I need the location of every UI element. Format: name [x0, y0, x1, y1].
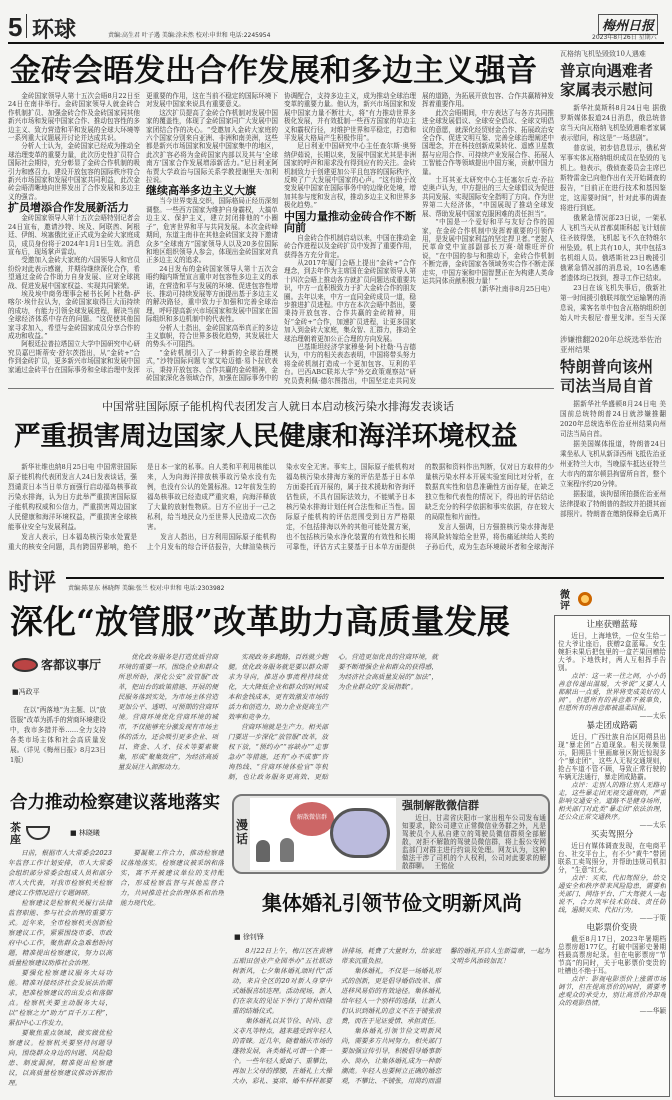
paragraph: 近日有媒体调查发现，在电商平台、社交平台上，有不少“黄牛”带团联系工卖驾照分，并帮助违规司机扣分，“生意”红火。: [558, 842, 666, 874]
title: 客都议事厅: [41, 658, 102, 672]
paragraph: 检察建议是检察机关履行法律监督职能、参与社会治理的重要方式。近年来，全市检察机关创新检察建议工作，紧紧围绕市委、市政府中心工作，聚焦群众急难愁盼问题，精准提出检察建议，努力以高质量检察建议助推社会治理。: [8, 899, 112, 967]
header-rule: [8, 42, 664, 44]
paragraph: 8月22日上午，梅江区在黄塘五眼田创业产业园举办“五社联动树新风，七夕集体婚礼颂时代”活动，来自全区的20对新人身穿中式婚服喜结连理。活动现场，新人们在亲友的见证下举行了简朴而隆重的结婚仪式。: [232, 947, 332, 1015]
article-reform-body: [118, 652, 548, 782]
article-nuclear-body: [8, 462, 554, 556]
paragraph: 新华社维也纳8月25日电 中国常驻国际原子能机构代表团发言人24日发表谈话，强烈谴责日本当日单方面强行启动福岛核事故污染水排海，认为日方此举严重损害国际原子能机构权威和公信力，严重损害周边国家人民健康和海洋环境权益，严重损害全球核能事业安全与发展利益。: [8, 463, 137, 531]
paragraph: 优化政务服务是打造优质营商环境的重要一环。围绕企业和群众所思所盼，深化公安“放管服”改革，把出台的政策措施、开展的便民服务落到实处，为市场主体营造更加公平、透明、可预期的营商环境。营商环境优化营商环境的城市，不仅能够充分激发现有市场主体的活力，还会吸引更多企业、项目、资金、人才、技术等要素聚集，形成“聚集效应”，为经济高质量发展注入源源动力。: [118, 653, 218, 771]
paragraph: 尼日利亚中国研究中心主任查尔斯·奥努纳伊茹说，长期以来，发展中国家尤其是非洲国家的呼声和需求没有得到应有的关注。金砖机制致力于创建更加公平且包容的国际秩序，反映了广大发展中国家的心声。“这有助于改变发展中国家在国际事务中的边缘化处境，增加其参与度和发言权，推动多边主义和世界多极化趋势。”: [284, 142, 416, 210]
cartoon-author: 王铭俭: [434, 862, 455, 870]
divider: [26, 14, 27, 38]
cartoon-caption: [402, 814, 546, 870]
paragraph: 自金砖合作机制启动以来，中国在推动金砖合作进程以及金砖扩员中发挥了重要作用，获得各方充分肯定。: [284, 233, 416, 259]
paragraph: 普京说，初步信息显示，俄私营军事实体瓦格纳组织成员在坠毁的飞机上。他表示，俄侦查委员会主席巴斯特雷金已向他作出有关开始调查的报告，“目前正在进行技术和基因鉴定，这需要时间”，针对此事的调查将进行到底。: [560, 144, 666, 212]
paragraph: 在以“两落地”为主题、以“放管服”改革为抓手的营商环境建设中，我市多措并举……全力支持各类市场主体和社会高质量发展。（详见《梅州日报》8月23日1版）: [10, 706, 106, 764]
cartoon-image: [250, 798, 396, 870]
paragraph: 俄紧急情况部23日说，一架私人飞机当天从首都莫斯科起飞计划前往圣彼得堡，飞机起飞不久在特维尔州坠毁。机上共有10人，其中包括3名机组人员。俄塔斯社23日晚援引俄紧急情况部的消息说，10名遇难者遗体均已找到，搜寻工作已结束。: [560, 214, 666, 282]
paragraph: 日前，根据市人大常委会2023年监督工作计划安排，市人大常委会组织部分常委会组成人员和部分市人大代表，对我市检察机关检察建议工作情况进行专题调研。: [8, 849, 112, 897]
paragraph: 金砖国家领导人第十五次会晤特别记者会24日宣布，邀请沙特、埃及、阿联酋、阿根廷、伊朗、埃塞俄比亚正式成为金砖大家庭成员，成员身份将于2024年1月1日生效。消息宣布后，现场掌声雷动。: [8, 214, 140, 256]
weiping-item: [558, 721, 666, 829]
kicker-nuclear: 中国常驻国际原子能机构代表团发言人就日本启动核污染水排海发表谈话: [102, 400, 454, 413]
author: ■ 林晓曦: [70, 829, 100, 837]
editor-credits: 责编:陈显东 林晓辉 美编:张兰 校对:申世和 电话:2303982: [68, 585, 225, 592]
paragraph: 近日，广西壮族自治区阳朔县出现“暴走团”占道现象。相关视频显示，阳朔县十里画廊景区附近惊现多个“暴走团”，这些人无视交通规则，抢占车道不管不顾，导致正常行驶的车辆无法通行，暴走团成路霸。: [558, 733, 666, 781]
headline-procuratorial: 合力推动检察建议落地落实: [10, 793, 220, 813]
paragraph: 受邀加入金砖大家庭的六国领导人和官员纷纷对此表示感谢，并期待继续深化合作，希望通过金砖合作助力自身发展、应对全球挑战、促进发展中国家权益、实现共同繁荣。: [8, 256, 140, 290]
kicker: 瓦格纳飞机坠毁致10人遇难: [560, 50, 646, 58]
column-logo: 茶座: [10, 821, 21, 846]
author: ■冯政平: [12, 688, 40, 696]
paragraph: 据报道，该拘留所拍摄佐治亚州法律提取了特朗普的指纹并拍摄其面部照片。特朗普在缴纳保释金后离开: [560, 490, 666, 518]
paragraph: 截至8月17日，2023年暑期档总票房超177亿，打破中国影史暑期档最高票房纪录。但在电影票房“节节高”的同时，关于电影票价变贵的吐槽也不绝于耳。: [558, 935, 666, 975]
paragraph: 据美国媒体报道，特朗普24日乘坐私人飞机从新泽西州飞抵佐治亚州亚特兰大市，当晚原车抵达亚特兰大市内的富尔顿县拘留所自首，整个立案程序约20分钟。: [560, 440, 666, 488]
paragraph: 点评：这一来一往之间，小小的善意传递出温暖，大爷说“又要人人都献出一点爱，世界将变成美好的人间”。但愿所有的善意都不被辜负，但愿所有的善意都被温柔回报。: [558, 672, 666, 712]
article-reform-lead: [10, 705, 106, 783]
paragraph: 据新华社华盛顿8月24日电 美国前总统特朗普24日就涉嫌推翻2020年总统选举佐治亚州结果向州司法当局自首。: [560, 400, 666, 438]
paragraph: 新华社莫斯科8月24日电 据俄罗斯媒体报道24日消息，俄总统普京当天向瓦格纳飞机坠毁遇难者家属表示慰问，称这是“一场悲剧”。: [560, 104, 666, 142]
paragraph: 这次扩员提高了金砖合作机制对发展中国家的覆盖性，体现了金砖国家同广大发展中国家团结合作的决心。“受邀加入金砖大家庭的六个国家分别来自亚洲、非洲和南美洲，这些都是新兴市场国家和发展中国家集中的地区，此次扩容必将为金砖国家内部以及其与‘全球南方’国家合作发展增添新活力。”尼日利亚阿布贾大学政治与国际关系学教授谢里夫·加利拉说。: [146, 108, 278, 185]
paragraph: 当今世界变乱交织，国际格局正经历深刻调整。一些西方国家为维护自身霸权，大搞单边主义、保护主义，建立封闭排他的“小圈子”，危害世界和平与共同发展。本次金砖峰期间，东道主南非在其他金砖国家支持下邀请众多“全球南方”国家领导人以及20多位国际和地区组织领导人参会，体现出金砖国家对真正多边主义的追求。: [146, 197, 278, 265]
cartoon-label: 漫话: [236, 818, 249, 846]
paragraph: 土耳其亚太研究中心主任塞尔丘克·乔拉克奥卢认为，中方提出的三大全球倡议为促进共同发展、实现国际安全指明了方向。作为世界第二大经济体，“中国展现了推动全球发展、帮助发展中国家克服困难的责任担当”。: [422, 176, 554, 218]
headline-putin: 普京向遇难者家属表示慰问: [560, 61, 654, 99]
paragraph: 从2017年厦门会晤上提出“金砖+”合作理念，到去年作为主席国在金砖国家领导人第十四次会晤上推动各方就扩员问题达成重要共识，中方一直积极致力于扩大金砖合作的朋友圈。去年以来，中方一直同金砖成员一道，稳步推进扩员进程。中方在本次会晤中指出，要秉持开放包容、合作共赢的金砖精神，用好“金砖+”合作，加速扩员进程，让更多国家加入到金砖大家庭，集众智、汇群力，推动全球治理朝着更加公正合理的方向发展。: [284, 258, 416, 343]
paragraph: 点评：影视电影票价上涨需市场调节，但在提高票价的同时，需要考虑观众的承受力，别让高票价冷却观众的观影热情。: [558, 975, 666, 1007]
article-wedding-body: [232, 946, 550, 1094]
author: ■ 徐钊锋: [234, 933, 264, 941]
bowl-icon: [12, 658, 38, 672]
paragraph: 要凝聚工作合力，推动检察建议落地落实。检察建议被采纳和落实，离不开被建议单位的支持配合，形成检察监督与其他监督合力，共同推进社会治理体系和治理能力现代化。: [120, 849, 224, 907]
person-icon: [280, 838, 294, 862]
subheading: 继续高举多边主义大旗: [146, 184, 256, 198]
subheading: 扩员增添合作发展新活力: [8, 201, 129, 215]
paragraph: 营商环境就是生产力。相关部门要进一步深化“放管服”改革，放权下放，“预约办”“容缺办”“走事急办”等措施，还有“办不成事”咨询热线、“营商环境体验官”等机制，也让政务服务更高效、更贴心。营造更加优良的营商环境，就要不断增强企业和群众的获得感，为经济社会高质量发展的“加法”，为企业群众的“发展指数”。: [228, 653, 438, 781]
section-rule: [8, 388, 554, 389]
article-brics-body: [8, 92, 554, 385]
paragraph: 23日在该飞机失事后，俄新社第一时间援引俄联邦航空运输署的消息说，乘客名单中包含瓦格纳组织创始人叶夫根尼·普里戈津。至当天深: [560, 284, 666, 322]
balloon: 解散微信群: [290, 802, 334, 836]
paragraph: 集体婚礼，不仅是一场婚礼形式的创新，更是倡导婚俗改革、推进移风易俗的有效途径。集体婚礼给年轻人一个别样的选择，让新人们认识到婚礼的意义不在于铺张浪费，而在于见证爱情、承担责任。: [341, 967, 441, 1025]
headline-brics: 金砖会晤发出合作发展和多边主义强音: [10, 53, 537, 89]
headline-trump: 特朗普向该州司法当局自首: [560, 357, 654, 395]
editor-credits: 责编:高生君 叶子遇 美编:涂未然 校对:申世和 电话:2245954: [108, 32, 271, 39]
section-title-commentary: 时评: [8, 569, 56, 596]
paragraph: ——太乐: [639, 712, 666, 720]
paragraph: （新华社南非8月25日电）: [475, 285, 554, 294]
weiping-item: [558, 923, 666, 1015]
cartoon-title: 强制解散微信群: [402, 799, 479, 812]
kicker: 涉嫌推翻2020年总统选举佐治亚州结果: [560, 335, 662, 354]
paragraph: 集体婚礼以其节俭、时尚、意义非凡等特点，越来越受到年轻人的青睐。近几年，随着婚庆市场的蓬勃发展，各类婚礼可谓一个赛一个。一些年轻人爱面子、重攀比，再加上父母的撑腰，在婚礼上大操大办，彩礼、宴席、婚车样样都要讲排场，耗费了大量财力，给家庭带来沉重负担。: [232, 947, 441, 1085]
title: 暴走团成路霸: [586, 721, 638, 731]
newspaper-logo: 梅州日报: [598, 14, 658, 35]
person-icon: [256, 840, 270, 862]
caption-text: 近日，甘肃省庆阳市一家出租车公司发布通知要求，除公司建立正常微信业务群之外，凡是驾驶员个人私自建立的驾驶员微信群须全部解散，对拒不解散的驾驶员微信群，将上报公安网监部门对群主进行约谈及处理。网友认为，这种做法干涉了司机的个人权利，公司对此要求的解散群聊。: [402, 814, 546, 870]
paragraph: 近日，上海地铁，一位女生给一位大爷让座后，获赠2盒蓝莓。女生婉拒未果后把包里的一盒芒果回赠给大爷。下地铁时，两人互相挥手告别。: [558, 632, 666, 672]
article-procuratorial-body: [8, 848, 224, 1094]
teacup-icon: [26, 826, 50, 840]
paragraph: 点评：走别人的路让别人无路可走，这些暴走团无视交通规则，严重影响交通安全。道路不是健身场所，相关部门对此类“暴走团”依法治理，还公众正常交通秩序。: [558, 781, 666, 821]
phone-mouth-icon: [330, 808, 390, 858]
paragraph: 集体婚礼引领节俭文明新风尚，需要多方共同努力。相关部门要加强宣传引导，积极倡导婚事新办、简办，让集体婚礼成为一种新潮流。年轻人也要树立正确的婚恋观，不攀比、不铺张，用简约而温馨的婚礼开启人生新篇章，一起为文明乡风添砖加瓦！: [341, 947, 550, 1085]
issue-date: 2023年8月26日 星期六: [592, 34, 657, 41]
paragraph: 要强化检察建议服务大局功能。精准对接经济社会发展法治需求，把准检察建议的出发点和落脚点。检察机关要主动服务大局，以“检察之力”助力“百千万工程”，紧扣中心工作发力。: [8, 969, 112, 1027]
sidebar-news: [560, 50, 666, 555]
paragraph: ——华颖: [639, 1007, 666, 1015]
page-number: 5: [8, 12, 23, 42]
paragraph: ——太乐: [639, 821, 666, 829]
subheading: 中国力量推动金砖合作不断向前: [284, 209, 416, 234]
paragraph: 点评：买卖、代扣驾照分，给交通安全和秩序带来风险隐患，需要相关部门、网络平台、广大驾驶人一起说不，合力筑牢技术防线、责任防线，遏制买卖、代扣行为。: [558, 874, 666, 914]
paragraph: 分析人士认为，金砖国家已经成为推动全球治理变革的重要力量，此次历史性扩员符合国际社会期待，充分彰显了金砖合作机制的吸引力和感召力。建设开放包容的国际秩序符合新兴市场国家和发展中国家共同利益，此次金砖会晤清晰地向世界发出了合作发展和多边主义的强音。: [8, 142, 140, 201]
weiping-item: [558, 830, 666, 922]
title: 买卖驾照分: [590, 830, 634, 840]
paragraph: “中国是一个爱好和平与友好合作的国家，在金砖合作机制中发挥着重要的引领作用，是发展中国家利益的坚定捍卫者。”老挝人民革命党中宣部副部长万赛·端维旺评价说，“在中国的参与和推动下，金砖合作机制不断完善，金砖国家各领域务实合作不断走深走实，中国方案和中国智慧正在为构建人类命运共同体贡献积极力量！”: [422, 218, 554, 285]
column-logo: [12, 656, 101, 673]
paragraph: 发言人指出，日方利用国际原子能机构上个月发布的综合评估报告，大肆渲染核污染水安全无害。事实上，国际原子能机构对福岛核污染水排海方案的评估是基于日本单方面委托而开展的，属于技术援助和咨询评估性质，不具有国际法效力，不能赋予日本核污染水排海计划任何合法性和正当性。国际原子能机构的评估范围受到日方严格限定，不包括排海以外的其他可能处置方案，也不包括核污染水净化装置的有效性和长期可靠性，评估方式主要基于日本单方面提供的数据和资料作出判断，仅对日方取样的少量核污染水样本开展实验室间比对分析，在数据真实性和信息准确性方面存疑，在缺乏独立性和代表性的情况下，得出的评估结论缺乏充分的科学依据和事实依据，存在较大的局限性和片面性。: [147, 463, 554, 551]
paragraph: 巴基斯坦经济学家穆曼·阿卜杜勒·马吉德认为，中方的相关表态表明，中国将带头努力将金砖机制打造成一个更加包容、互利的平台。巴西ABC联邦大学“外交政策观察站”研究员费利佩·德尔图指出，中国坚定走共同发展的道路，为拓展开放包容、合作共赢精神发挥着重要作用。: [284, 92, 554, 385]
magnifier-icon: [578, 592, 592, 606]
weiping-label: 微评: [560, 590, 570, 612]
paragraph: 此次会晤期间，中方表达了与各方共同推进全球发展倡议、全球安全倡议、全球文明倡议的意愿，就深化经贸财金合作、拓展政治安全合作、促进文明互鉴、完善全球治理阐述中国理念，并在科技创新成果转化、遥感卫星数据与应用合作、可持续产业发展合作、拓展人工智能合作等领域提出中国方案，贡献中国力量。: [422, 108, 554, 176]
weiping-item: [558, 620, 666, 720]
paragraph: 要聚焦重点领域，做实做优检察建议。检察机关要坚持问题导向，围绕群众身边的问题、风险隐患、制度漏洞，精准提出检察建议，以高质量检察建议推动诉源治理。: [8, 1029, 112, 1087]
paragraph: 实现政务多跑路，百姓就少跑腿。优化政务服务就是要以群众需求为导向，推进办事流程持续优化，大大降低企业和群众的时间成本和金钱成本，更有效激发市场的活力和创造力，助力企业提高生产效率和竞争力。: [228, 653, 328, 721]
paragraph: 阿根廷拉普拉塔国立大学中国研究中心研究员嘉巴斯蒂安·舒尔茨指出，从“金砖+”合作到金砖扩员，更多新兴市场国家和发展中国家通过金砖平台在国际事务和全球治理中发挥更重要的作用，这在当前不稳定的国际环境下对发展中国家来说具有重要意义。: [8, 92, 278, 374]
paragraph: 发言人强调，日方强推核污染水排海是将风险转嫁给全世界，将伤痛延续给人类的子孙后代，成为生态环境破坏者和全球海洋: [425, 523, 554, 551]
headline-wedding: 集体婚礼引领节俭文明新风尚: [262, 891, 522, 915]
headline-nuclear: 严重损害周边国家人民健康和海洋环境权益: [14, 421, 518, 452]
paragraph: “金砖机制引入了一种新的全球治理模式，”沙特国际问题专家艾哈迈德·易卜拉欣表示，秉持开放包容、合作共赢的金砖精神，金砖国家深化各领域合作，加强在国际事务中的协调配合，支持多边主义，成为推动全球治理变革的重要力量。他认为，新兴市场国家和发展中国家力量不断壮大，将“有力推动世界多极化发展，并有效抵制一些西方国家的单边主义和霸权行径，对维护世界和平稳定，打造和平发展大格局产生积极作用”。: [146, 92, 416, 382]
weiping-box: [554, 615, 670, 1097]
title: 电影票价变贵: [586, 923, 638, 933]
section-rule: [66, 577, 664, 579]
paragraph: ——于策: [639, 914, 666, 922]
paragraph: 发言人表示，日本福岛核污染水处置是重大的核安全问题，具有跨国界影响，绝不是日本一家的私事。自人类和平利用核能以来，人为向海洋排放核事故污染水没有先例，也没有公认的处置标准。12年前发生的福岛核事故已经造成严重灾难，向海洋释放了大量的放射性物质。日方不应出于一己之私利，给当地民众乃至世界人民造成二次伤害。: [8, 463, 276, 551]
section-title: 环球: [32, 17, 77, 42]
paragraph: 24日发布的金砖国家领导人第十五次会晤约翰内斯堡宣言重申对包容性多边主义的承诺，在营造和平与发展的环境、促进包容性增长、推动可持续发展等方面提出基于多边主义的解决路径，重申致力于加强和完善全球治理，呼吁提高新兴市场国家和发展中国家在国际组织和多边机制中的代表性。: [146, 264, 278, 324]
paragraph: 分析人士指出，金砖国家高举真正的多边主义旗帜，符合世界多极化趋势，其发展壮大的势头不可阻挡。: [146, 323, 278, 349]
headline-reform: 深化“放管服”改革助力高质量发展: [10, 602, 510, 641]
paragraph: 埃及埃中商务理事会秘书长阿卜杜勒-萨喀尔·埃什拉认为，金砖国家取得巨大而持续的成功，有能力引领全球发展进程，解决当前全球经济体系中存在的问题。“这促使其他国家寻求加入，希望与金砖国家成员分享合作的成功和收益。”: [8, 289, 140, 340]
title: 让座获赠蓝莓: [586, 620, 638, 630]
paragraph: 金砖国家领导人第十五次会晤8月22日至24日在南非举行。金砖国家领导人就金砖合作机制扩员、加强金砖合作及金砖国家同其他新兴市场和发展中国家合作、推动包容性的多边主义、致力营造和平和发展的全球大环境等一系列重大议题展开讨论并达成共识。: [8, 92, 140, 143]
